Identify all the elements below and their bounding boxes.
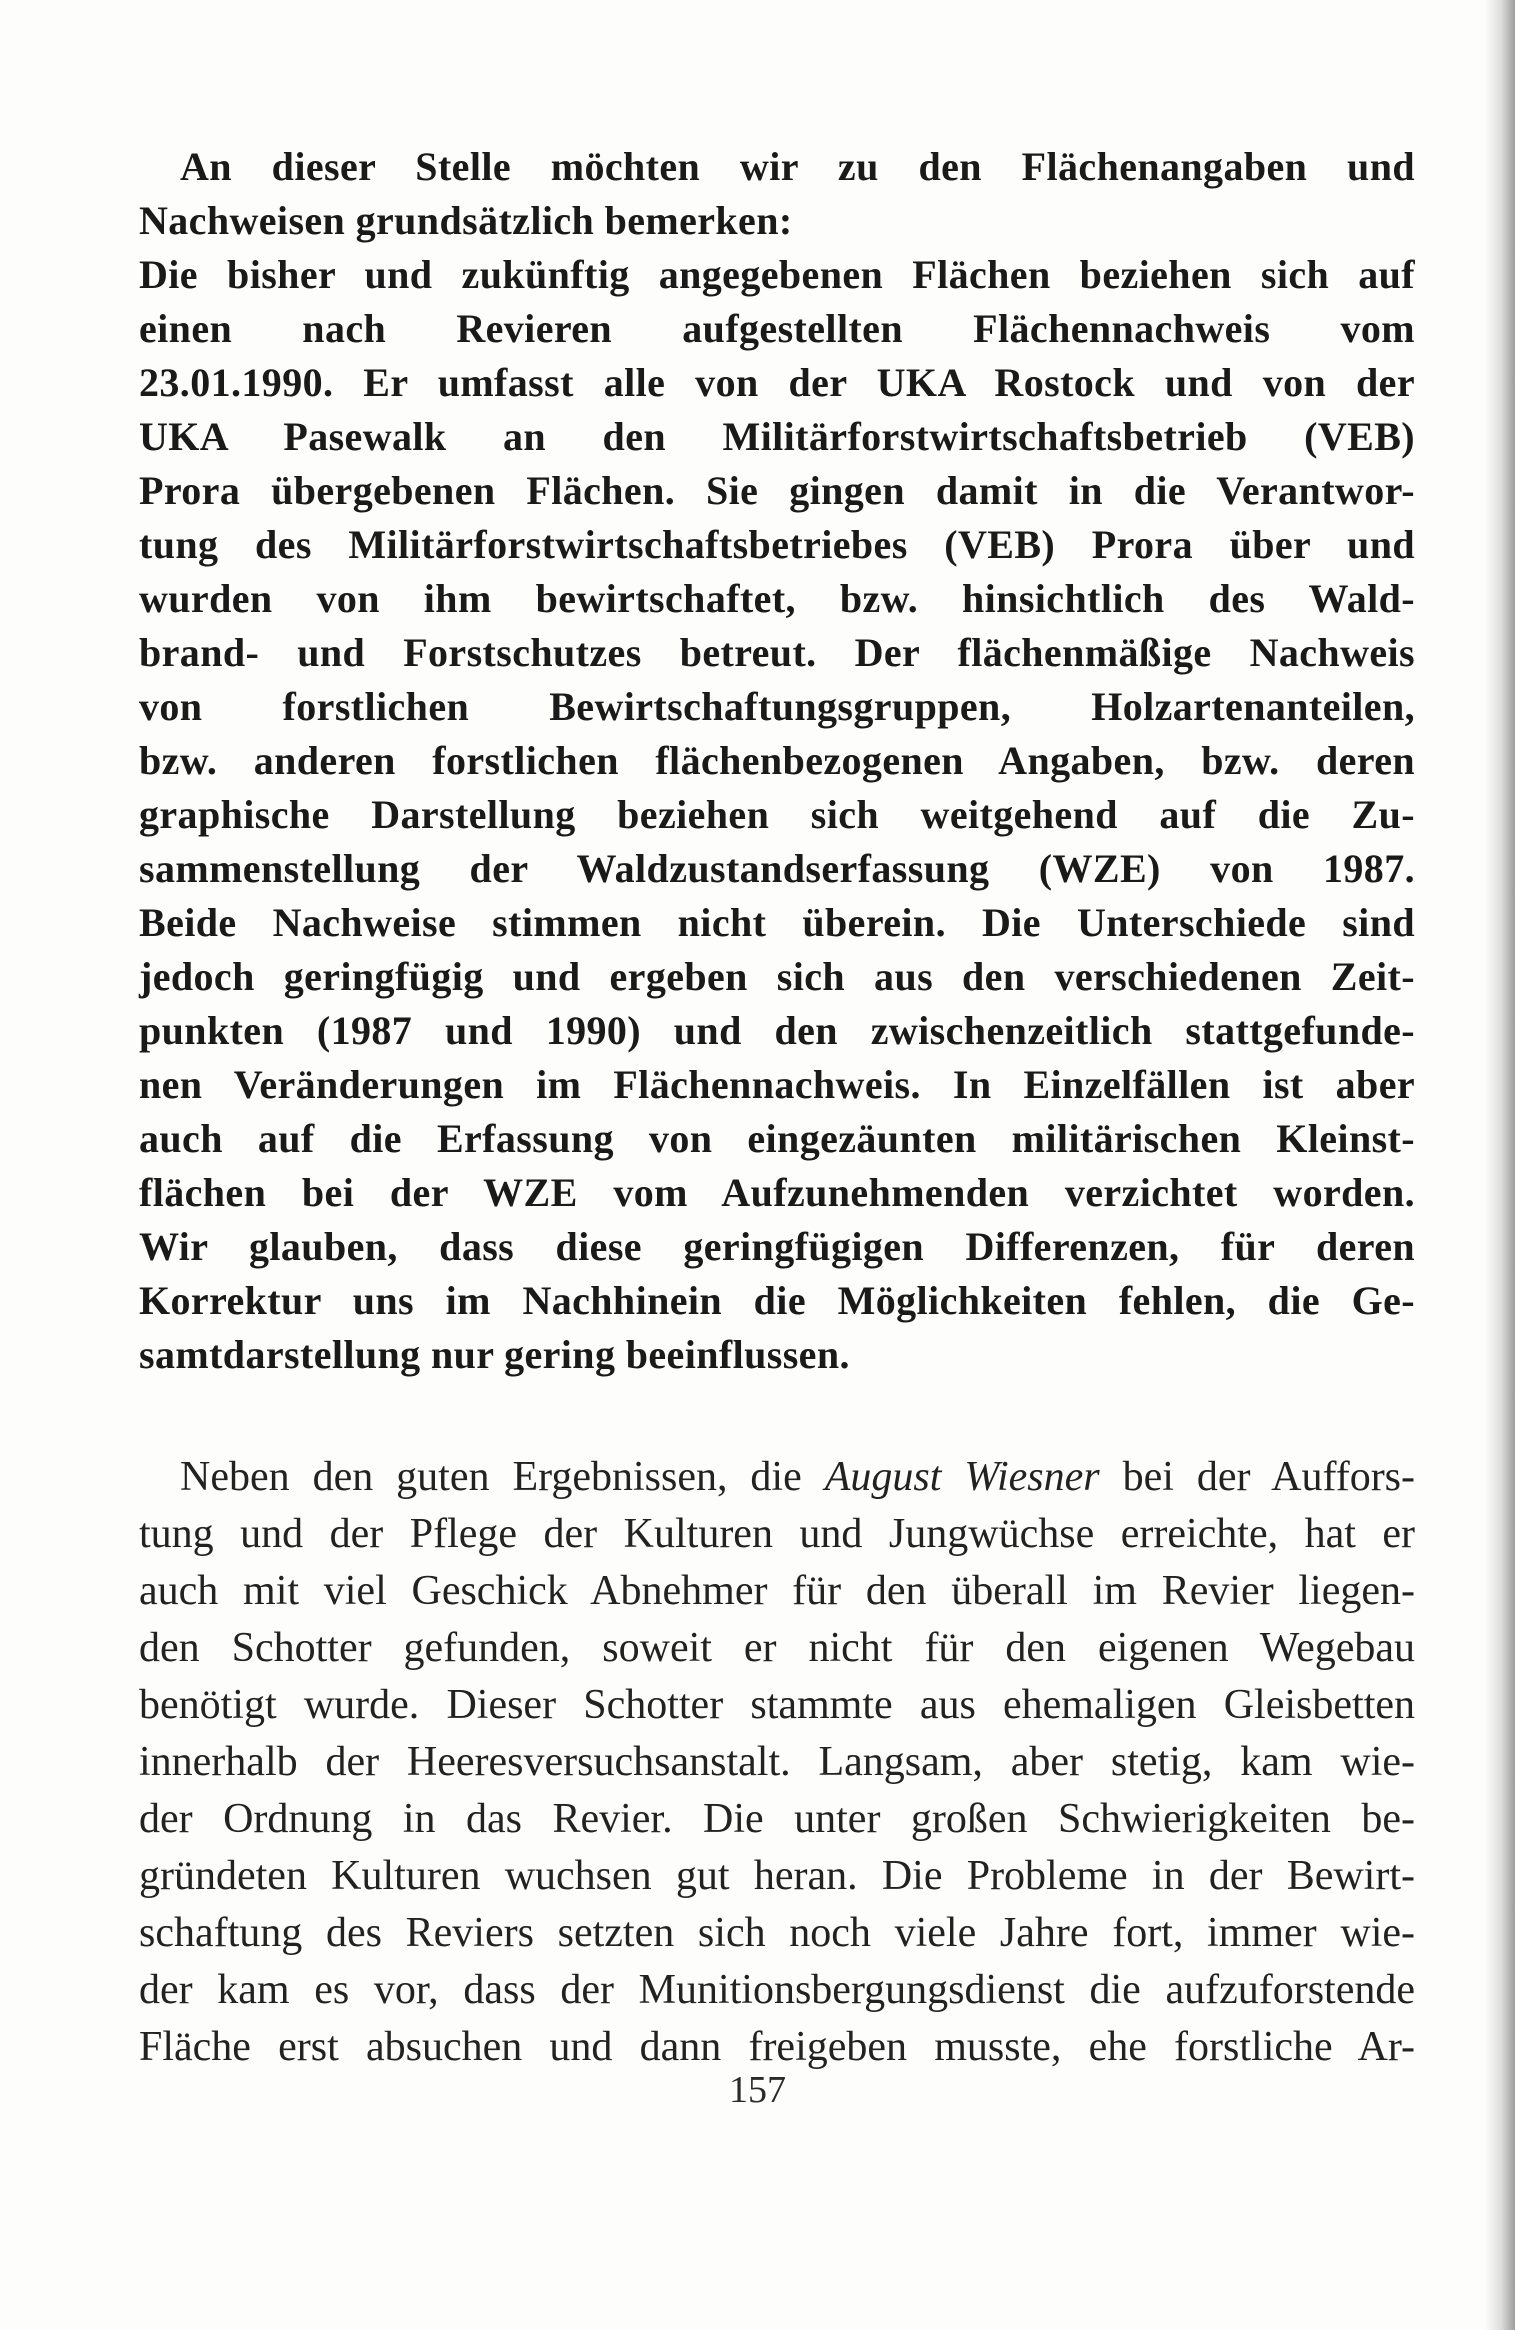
text-line: Wir glauben, dass diese geringfügigen Differenzen, für deren [139, 1224, 1415, 1269]
text-line: sammenstellung der Waldzustandserfassung (WZE) von 1987. [139, 846, 1415, 891]
text-line: der kam es vor, dass der Munitionsbergungsdienst die aufzuforstende [139, 1967, 1415, 2013]
text-line: tung des Militärforstwirtschaftsbetriebes (VEB) Prora über und [139, 522, 1415, 567]
text-line: wurden von ihm bewirtschaftet, bzw. hinsichtlich des Wald- [139, 576, 1415, 621]
text-line [180, 1450, 1415, 1504]
text-line: samtdarstellung nur gering beeinflussen. [139, 1332, 850, 1377]
text-line: innerhalb der Heeresversuchsanstalt. Langsam, aber stetig, kam wie- [139, 1739, 1415, 1785]
text-line: Korrektur uns im Nachhinein die Möglichkeiten fehlen, die Ge- [139, 1278, 1415, 1323]
page-number: 157 [729, 2069, 786, 2111]
text-line: brand- und Forstschutzes betreut. Der flächenmäßige Nachweis [139, 630, 1415, 675]
text-line: tung und der Pflege der Kulturen und Jungwüchse erreichte, hat er [139, 1511, 1415, 1557]
text-line: 23.01.1990. Er umfasst alle von der UKA Rostock und von der [139, 360, 1415, 405]
text-line: Die bisher und zukünftig angegebenen Flächen beziehen sich auf [139, 252, 1415, 297]
text-segment: Neben den guten Ergebnissen, die [180, 1454, 825, 1500]
person-name: August Wiesner [824, 1454, 1100, 1500]
text-line: gründeten Kulturen wuchsen gut heran. Die Probleme in der Bewirt- [139, 1853, 1415, 1899]
text-line: benötigt wurde. Dieser Schotter stammte aus ehemaligen Gleisbetten [139, 1682, 1415, 1728]
text-line: schaftung des Reviers setzten sich noch viele Jahre fort, immer wie- [139, 1910, 1415, 1956]
text-line: An dieser Stelle möchten wir zu den Flächenangaben und [180, 144, 1415, 189]
text-line: graphische Darstellung beziehen sich weitgehend auf die Zu- [139, 792, 1415, 837]
text-line: auch auf die Erfassung von eingezäunten militärischen Kleinst- [139, 1116, 1415, 1161]
text-line: auch mit viel Geschick Abnehmer für den überall im Revier liegen- [139, 1568, 1415, 1614]
text-line: flächen bei der WZE vom Aufzunehmenden verzichtet worden. [139, 1170, 1415, 1215]
text-line: Fläche erst absuchen und dann freigeben musste, ehe forstliche Ar- [139, 2024, 1415, 2070]
text-line: punkten (1987 und 1990) und den zwischenzeitlich stattgefunde- [139, 1008, 1415, 1053]
text-line: von forstlichen Bewirtschaftungsgruppen, Holzartenanteilen, [139, 684, 1415, 729]
text-line: bzw. anderen forstlichen flächenbezogenen Angaben, bzw. deren [139, 738, 1415, 783]
text-line: einen nach Revieren aufgestellten Flächennachweis vom [139, 306, 1415, 351]
text-segment: bei der Auffors- [1099, 1454, 1416, 1500]
text-line: UKA Pasewalk an den Militärforstwirtschaftsbetrieb (VEB) [139, 414, 1415, 459]
text-line: Prora übergebenen Flächen. Sie gingen damit in die Verantwor- [139, 468, 1415, 513]
text-line: der Ordnung in das Revier. Die unter großen Schwierigkeiten be- [139, 1796, 1415, 1842]
text-line: den Schotter gefunden, soweit er nicht für den eigenen Wegebau [139, 1625, 1415, 1671]
page-edge-shadow [1485, 0, 1515, 2330]
text-line: jedoch geringfügig und ergeben sich aus den verschiedenen Zeit- [139, 954, 1415, 999]
text-line: Nachweisen grundsätzlich bemerken: [139, 198, 793, 243]
text-line: nen Veränderungen im Flächennachweis. In Einzelfällen ist aber [139, 1062, 1415, 1107]
text-line: Beide Nachweise stimmen nicht überein. Die Unterschiede sind [139, 900, 1415, 945]
